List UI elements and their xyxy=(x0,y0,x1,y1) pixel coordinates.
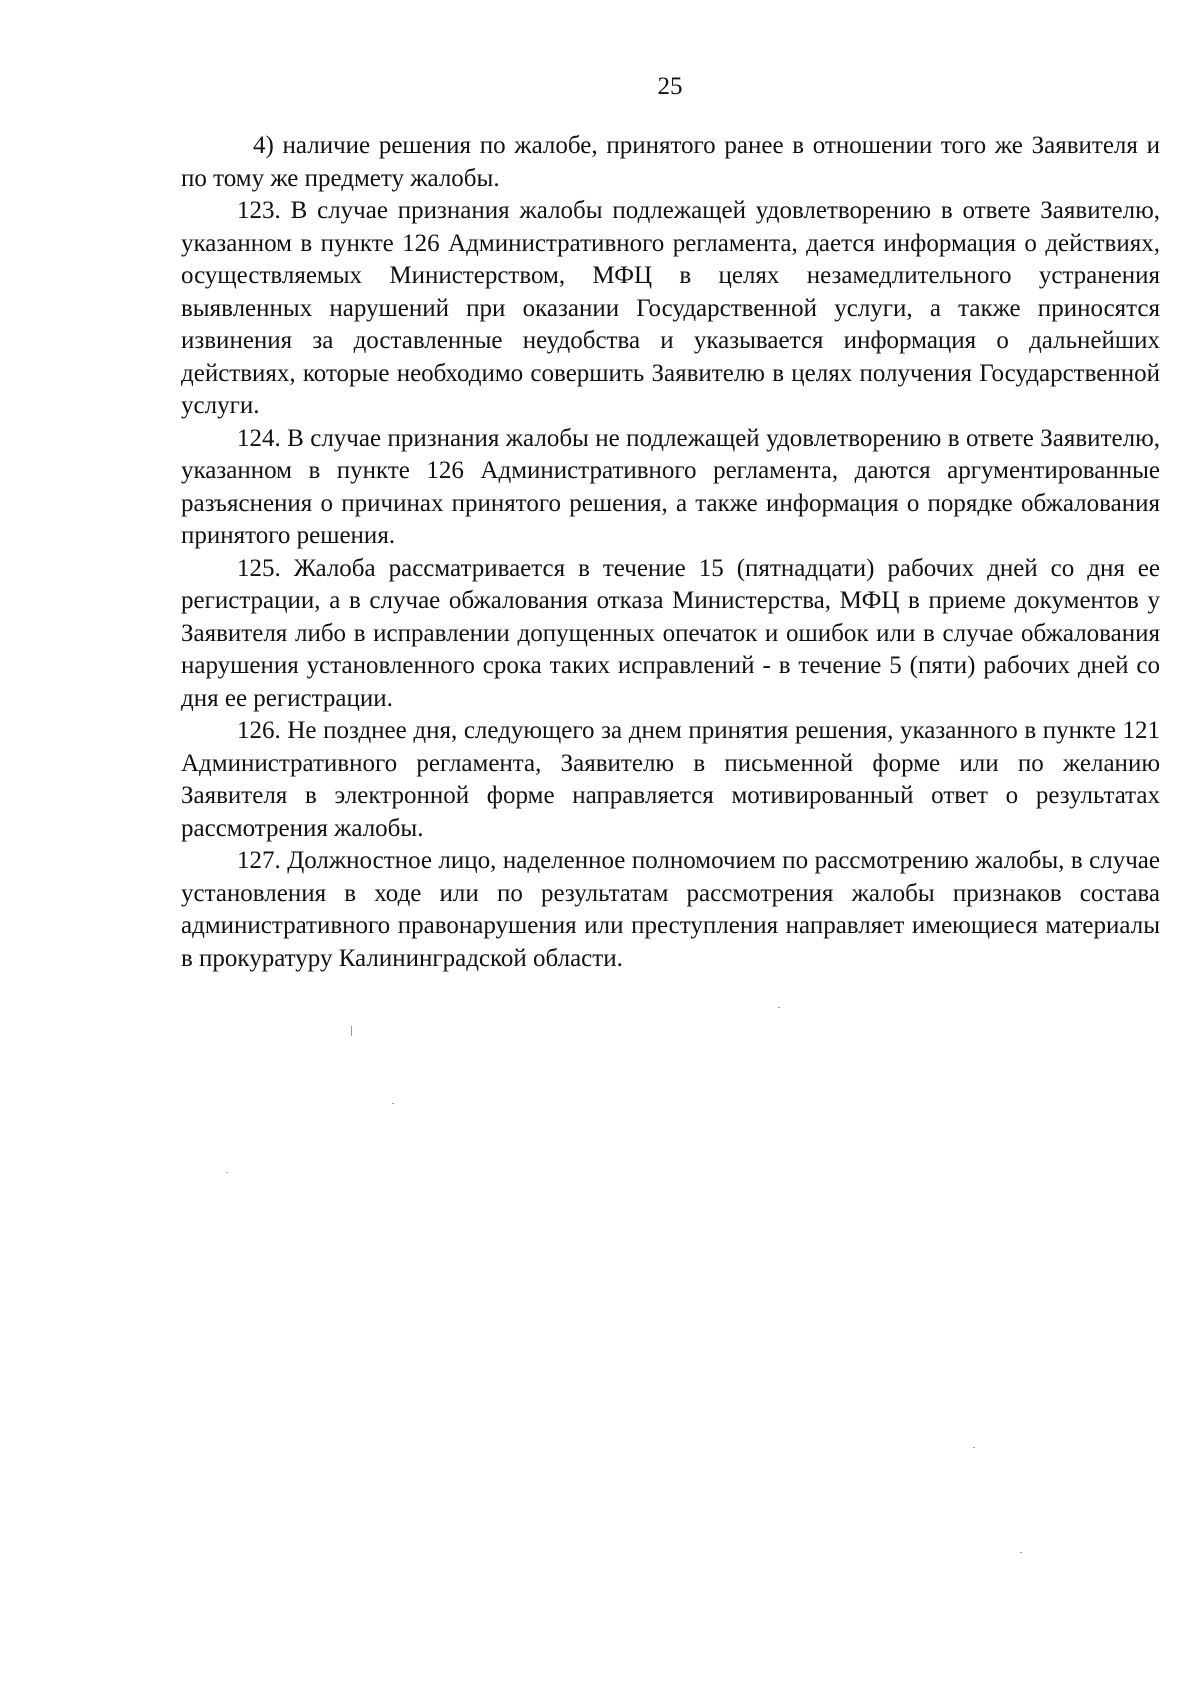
paragraph-124: 124. В случае признания жалобы не подлежащей удовлетворению в ответе Заявителю, указанном в пункте 126 Административного регламента, даются аргументированные разъяснения о причинах принятого решения, а также информация о порядке обжалования принятого решения. xyxy=(181,424,1160,549)
scan-speck xyxy=(973,1447,975,1448)
paragraph-123: 123. В случае признания жалобы подлежащей удовлетворению в ответе Заявителю, указанном в пункте 126 Административного регламента, дается информация о действиях, осуществляемых Министерством, МФЦ в целях незамедлительного устранения выявленных нарушений при оказании Государственной услуги, а также приносятся извинения за доставленные неудобства и указывается информация о дальнейших действиях, которые необходимо совершить Заявителю в целях получения Государственной услуги. xyxy=(181,197,1160,419)
scan-speck xyxy=(392,1103,394,1104)
scan-speck xyxy=(226,1172,228,1173)
paragraph-127: 127. Должностное лицо, наделенное полномочием по рассмотрению жалобы, в случае установления в ходе или по результатам рассмотрения жалобы признаков состава административного правонарушения или преступления направляет имеющиеся материалы в прокуратуру Калининградской области. xyxy=(181,847,1160,972)
body-text xyxy=(181,130,1160,975)
paragraph-item-4: 4) наличие решения по жалобе, принятого ранее в отношении того же Заявителя и по тому же предмету жалобы. xyxy=(181,132,1160,192)
scan-speck xyxy=(778,1007,780,1008)
scan-speck xyxy=(1020,1552,1022,1553)
scan-speck xyxy=(351,1026,352,1036)
paragraph-125: 125. Жалоба рассматривается в течение 15 (пятнадцати) рабочих дней со дня ее регистрации, а в случае обжалования отказа Министерства, МФЦ в приеме документов у Заявителя либо в исправлении допущенных опечаток и ошибок или в случае обжалования нарушения установленного срока таких исправлений - в течение 5 (пяти) рабочих дней со дня ее регистрации. xyxy=(181,554,1160,712)
paragraph-126: 126. Не позднее дня, следующего за днем принятия решения, указанного в пункте 121 Административного регламента, Заявителю в письменной форме или по желанию Заявителя в электронной форме направляется мотивированный ответ о результатах рассмотрения жалобы. xyxy=(181,717,1160,842)
page-number: 25 xyxy=(657,73,683,100)
